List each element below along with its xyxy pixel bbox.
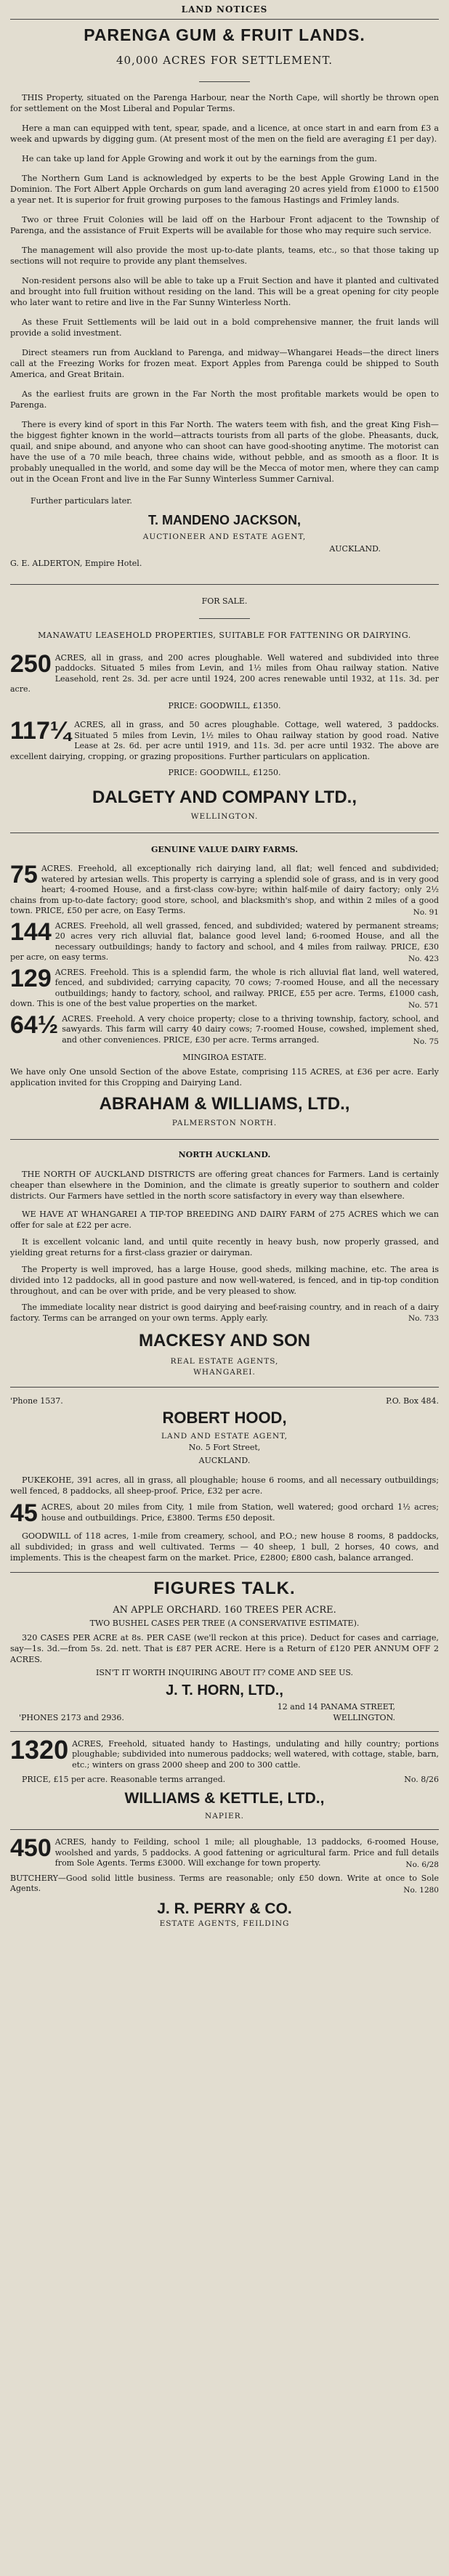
agent-name: T. MANDENO JACKSON, bbox=[147, 512, 301, 527]
agent-city: AUCKLAND. bbox=[198, 1455, 251, 1465]
listing-ref: No. 733 bbox=[408, 1313, 439, 1323]
perry-advert bbox=[10, 1834, 439, 1928]
listing-price: PRICE: GOODWILL, £1350. bbox=[168, 700, 281, 710]
north-heading: NORTH AUCKLAND. bbox=[178, 1149, 271, 1159]
parenga-paragraph: As these Fruit Settlements will be laid out in a bold comprehensive manner, the fruit lands will provide a solid investment. bbox=[10, 317, 439, 338]
divider bbox=[10, 1387, 439, 1388]
listing-price: PRICE: GOODWILL, £1250. bbox=[168, 768, 281, 777]
for-sale-title: MANAWATU LEASEHOLD PROPERTIES, SUITABLE FOR FATTENING OR DAIRYING. bbox=[38, 631, 411, 640]
parenga-title: PARENGA GUM & FRUIT LANDS. bbox=[84, 25, 365, 44]
agent-name: DALGETY AND COMPANY LTD., bbox=[92, 787, 357, 807]
listing-text: ACRES, Freehold, situated handy to Hastings, undulating and hilly country; portions ploughable; subdivided into numerous paddocks; well watered, with cottage, stable, barn, etc.; winters on grass 2000 sheep and 200 to 300 cattle. bbox=[72, 1738, 439, 1770]
north-closing bbox=[10, 1303, 439, 1324]
divider bbox=[10, 1572, 439, 1573]
agent-name: J. R. PERRY & CO. bbox=[157, 1900, 292, 1917]
figures-paragraph: 320 CASES PER ACRE at 8s. PER CASE (we'll reckon at this price). Deduct for cases and carriage, say—1s. 3d.—from 5s. 2d. nett. That is £87 PER ACRE. Here is a Return of £120 PER ANNUM OFF 2 ACRES. bbox=[10, 1632, 439, 1664]
agent-name: MACKESY AND SON bbox=[138, 1331, 311, 1350]
williams-kettle-advert bbox=[10, 1734, 439, 1821]
parenga-paragraph: As the earliest fruits are grown in the Far North the most profitable markets would be open to Parenga. bbox=[10, 389, 439, 410]
listing-ref: No. 75 bbox=[413, 1037, 439, 1046]
figures-title: FIGURES TALK. bbox=[153, 1579, 296, 1598]
agent-name: ABRAHAM & WILLIAMS, LTD., bbox=[99, 1093, 350, 1114]
agent-city: NAPIER. bbox=[205, 1812, 244, 1820]
divider bbox=[10, 19, 439, 20]
divider bbox=[199, 618, 250, 619]
listing-text: ACRES, all in grass, and 50 acres ploughable. Cottage, well watered, 3 paddocks. Situated 5 miles from Levin, 1½ miles to Ohau railway station by good road. Native Lease at 2s. 6d. per acre until 1919, and 11s. 3d. per acre until 1932. The above are excellent dairying, cropping, or grazing propositions. Further particulars on application. bbox=[10, 720, 439, 761]
parenga-paragraph: THIS Property, situated on the Parenga Harbour, near the North Cape, will shortly be thrown open for settlement on the Most Liberal and Popular Terms. bbox=[10, 93, 439, 113]
agent-city: WELLINGTON. bbox=[333, 1712, 395, 1722]
agent-role: REAL ESTATE AGENTS, bbox=[170, 1357, 279, 1366]
listing-text: ACRES. Freehold, all well grassed, fenced, and subdivided; watered by permanent streams; 20 acres very rich alluvial flat, balance good level land; 6-roomed House, and all the necessary outbuildings; handy to factory and school, and 4 miles from railway. PRICE, £30 per acre, on easy terms. bbox=[10, 920, 439, 962]
listing bbox=[10, 1834, 439, 1871]
listing bbox=[10, 861, 439, 918]
listing bbox=[10, 1734, 439, 1771]
agent-role: ESTATE AGENTS, FEILDING bbox=[159, 1919, 290, 1928]
agent-city: WELLINGTON. bbox=[190, 811, 259, 821]
hood-paragraph: PUKEKOHE, 391 acres, all in grass, all ploughable; house 6 rooms, and all necessary outbuildings; well fenced, 8 paddocks, all sheep-proof. Price, £32 per acre. bbox=[10, 1475, 439, 1496]
mingiroa-text: We have only One unsold Section of the above Estate, comprising 115 ACRES, at £36 per acre. Early application invited for this Cropping and Dairying Land. bbox=[10, 1066, 439, 1087]
genuine-heading: GENUINE VALUE DAIRY FARMS. bbox=[150, 844, 299, 854]
acreage: 64½ bbox=[10, 1010, 59, 1039]
contact: G. E. ALDERTON, Empire Hotel. bbox=[10, 559, 142, 568]
north-paragraph: The Property is well improved, has a large House, good sheds, milking machine, etc. The area is divided into 12 paddocks, all in good pasture and now well-watered, is fenced, and in tip-top condition throughout, and can be over with pride, and be very pleased to show. bbox=[10, 1265, 439, 1296]
listing-text: ACRES, about 20 miles from City, 1 mile from Station, well watered; good orchard 1½ acres; house and outbuildings. Price, £3800. Terms £50 deposit. bbox=[41, 1502, 439, 1523]
acreage: 129 bbox=[10, 964, 52, 992]
acreage: 117¼ bbox=[10, 717, 71, 745]
agent-name: ROBERT HOOD, bbox=[162, 1409, 287, 1427]
acreage: 144 bbox=[10, 918, 52, 946]
listing bbox=[10, 717, 439, 762]
parenga-paragraph: The Northern Gum Land is acknowledged by experts to be the best Apple Growing Land in the Dominion. The Fort Albert Apple Orchards on gum land averaging 20 acres yield from £1000 to £1500 a year net. It is superior for fruit growing purposes to the famous Hastings and Frimley lands. bbox=[10, 174, 439, 205]
listing-ref: No. 91 bbox=[413, 908, 439, 917]
mackesy-advert bbox=[10, 1150, 439, 1377]
north-paragraph: WE HAVE AT WHANGAREI A TIP-TOP BREEDING AND DAIRY FARM of 275 ACRES which we can offer for sale at £22 per acre. bbox=[10, 1210, 439, 1230]
section-heading: LAND NOTICES bbox=[181, 4, 268, 15]
listing-text: ACRES, all in grass, and 200 acres ploughable. Well watered and subdivided into three paddocks. Situated 5 miles from Levin, and 1½ miles from Ohau railway station. Native Leasehold, rent 2s. 3d. per acre until 1924, 200 acres renewable until 1932, at 11s. 3d. per acre. bbox=[10, 652, 439, 694]
parenga-paragraph: Two or three Fruit Colonies will be laid off on the Harbour Front adjacent to the Township of Parenga, and the assistance of Fruit Experts will be available for those who may require such service. bbox=[10, 215, 439, 235]
agent-city: WHANGAREI. bbox=[193, 1368, 256, 1377]
divider bbox=[10, 1139, 439, 1140]
listing bbox=[10, 1499, 439, 1527]
listing bbox=[10, 964, 439, 1011]
agent-street: No. 5 Fort Street, bbox=[188, 1443, 261, 1452]
parenga-subtitle: 40,000 ACRES FOR SETTLEMENT. bbox=[116, 54, 333, 67]
listing bbox=[10, 649, 439, 695]
dalgety-advert bbox=[10, 596, 439, 821]
listing-text: ACRES, handy to Feilding, school 1 mile; all ploughable, 13 paddocks, 6-roomed House, woolshed and yards, 5 paddocks. A good fattening or agricultural farm. Price and full details from Sole Agents. Terms £3000. Will exchange for town property. bbox=[54, 1837, 439, 1868]
listing bbox=[10, 918, 439, 965]
acreage: 45 bbox=[10, 1499, 38, 1527]
listing-text: BUTCHERY—Good solid little business. Terms are reasonable; only £50 down. Write at once to Sole Agents. bbox=[10, 1873, 439, 1893]
acreage: 75 bbox=[10, 861, 38, 888]
listing-text: ACRES. Freehold. A very choice property; close to a thriving township, factory, school, and sawyards. This farm will carry 40 dairy cows; 7-roomed House, cowshed, implement shed, and other conveniences. PRICE, £30 per acre. Terms arranged. bbox=[62, 1013, 439, 1045]
agent-address: 12 and 14 PANAMA STREET, bbox=[277, 1702, 395, 1712]
parenga-paragraph: Non-resident persons also will be able to take up a Fruit Section and have it planted and cultivated and brought into full fruition without residing on the land. This will be a great opening for city people who later want to retire and live in the Far Sunny Winterless North. bbox=[10, 276, 439, 307]
parenga-paragraph: There is every kind of sport in this Far North. The waters teem with fish, and the great King Fish—the biggest fighter known in the world—attracts tourists from all parts of the globe. Pheasants, duck, quail, and snipe abound, and anyone who can shoot can have good-shooting anytime. The motorist can have the use of a 70 mile beach, three chains wide, without pebble, and as smooth as a floor. It is probably unequalled in the world, and some day will be the Mecca of motor men, where they can camp out in the Ocean Front and live in the Far Sunny Winterless Summer Carnival. bbox=[10, 420, 439, 484]
agent-role: AUCTIONEER AND ESTATE AGENT, bbox=[142, 532, 307, 541]
north-paragraph: It is excellent volcanic land, and until quite recently in heavy bush, now properly grassed, and yielding great returns for a first-class grazier or dairyman. bbox=[10, 1237, 439, 1257]
figures-subhead: TWO BUSHEL CASES PER TREE (A CONSERVATIVE ESTIMATE). bbox=[89, 1619, 360, 1628]
acreage: 250 bbox=[10, 649, 52, 678]
acreage: 1320 bbox=[10, 1734, 69, 1765]
parenga-paragraph: Direct steamers run from Auckland to Parenga, and midway—Whangarei Heads—the direct liners call at the Freezing Works for frozen meat. Export Apples from Parenga could be shipped to South America, and Great Britain. bbox=[10, 348, 439, 379]
listing-text: ACRES. Freehold, all exceptionally rich dairying land, all flat; well fenced and subdivided; watered by artesian wells. This property is carrying a splendid sole of grass, and is in very good heart; 4-roomed House, and a first-class cow-byre; within half-mile of dairy factory; only 2½ chains from up-to-date factory; good store, school, and blacksmith's shop, and within 2 miles of a good town. PRICE, £50 per acre, on Easy Terms. bbox=[10, 864, 439, 915]
hood-contact-row bbox=[10, 1396, 439, 1406]
listing-price: PRICE, £15 per acre. Reasonable terms arranged. bbox=[22, 1775, 226, 1784]
parenga-paragraph: Here a man can equipped with tent, spear, spade, and a licence, at once start in and earn from £3 a week and upwards by digging gum. (At present most of the men on the field are averaging £1 per day). bbox=[10, 123, 439, 144]
abraham-williams-advert bbox=[10, 845, 439, 1127]
divider bbox=[10, 1829, 439, 1830]
agent-role: LAND AND ESTATE AGENT, bbox=[161, 1432, 288, 1441]
listing-ref: No. 423 bbox=[408, 955, 439, 963]
horn-contact-row bbox=[10, 1713, 439, 1722]
mingiroa-heading: MINGIROA ESTATE. bbox=[182, 1053, 267, 1062]
agent-city: PALMERSTON NORTH. bbox=[171, 1118, 278, 1127]
for-sale-heading: FOR SALE. bbox=[201, 596, 248, 606]
listing-ref: No. 6/28 bbox=[405, 1860, 439, 1869]
phone: 'Phone 1537. bbox=[10, 1396, 63, 1406]
north-paragraph: THE NORTH OF AUCKLAND DISTRICTS are offering great chances for Farmers. Land is certainly cheaper than elsewhere in the Dominion, and the climate is greatly superior to southern and colder districts. Our Farmers have settled in the north score satisfactory in every way than elsewhere. bbox=[10, 1170, 439, 1201]
agent-city: AUCKLAND. bbox=[329, 543, 381, 554]
phones: 'PHONES 2173 and 2936. bbox=[19, 1712, 124, 1722]
listing-ref: No. 1280 bbox=[403, 1886, 439, 1895]
divider bbox=[10, 1731, 439, 1732]
listing-text: ACRES. Freehold. This is a splendid farm, the whole is rich alluvial flat land, well watered, fenced, and subdivided; carrying capacity, 70 cows; 7-roomed House, and all the necessary outbuildings; handy to factory, school, and railway. PRICE, £55 per acre. Terms, £1000 cash, down. This is one of the best value properties on the market. bbox=[10, 967, 439, 1008]
acreage: 450 bbox=[10, 1834, 52, 1862]
listing-ref: No. 8/26 bbox=[404, 1775, 439, 1784]
horn-advert bbox=[10, 1579, 439, 1722]
further-particulars: Further particulars later. bbox=[31, 496, 132, 506]
agent-name: WILLIAMS & KETTLE, LTD., bbox=[124, 1790, 325, 1807]
hood-paragraph: GOODWILL of 118 acres, 1-mile from creamery, school, and P.O.; new house 8 rooms, 8 paddocks, all subdivided; in grass and well cultivated. Terms — 40 sheep, 1 bull, 2 horses, 40 cows, and implements. This is the cheapest farm on the market. Price, £2800; £800 cash, balance arranged. bbox=[10, 1531, 439, 1563]
hood-advert bbox=[10, 1396, 439, 1563]
parenga-paragraph: He can take up land for Apple Growing and work it out by the earnings from the gum. bbox=[22, 154, 377, 163]
divider bbox=[10, 584, 439, 585]
divider bbox=[199, 81, 250, 82]
north-paragraph: The immediate locality near district is good dairying and beef-raising country, and in reach of a dairy factory. Terms can be arranged on your own terms. Apply early. bbox=[10, 1303, 439, 1323]
figures-cta: ISN'T IT WORTH INQUIRING ABOUT IT? COME AND SEE US. bbox=[95, 1667, 354, 1677]
figures-subhead: AN APPLE ORCHARD. 160 TREES PER ACRE. bbox=[113, 1605, 336, 1616]
parenga-paragraph: The management will also provide the most up-to-date plants, teams, etc., so that those taking up sections will not require to provide any plant themselves. bbox=[10, 246, 439, 266]
listing-ref: No. 571 bbox=[408, 1001, 439, 1010]
parenga-advert bbox=[10, 25, 439, 570]
listing bbox=[10, 1010, 439, 1048]
agent-name: J. T. HORN, LTD., bbox=[166, 1682, 283, 1698]
po-box: P.O. Box 484. bbox=[386, 1396, 439, 1406]
williams-price-row bbox=[10, 1775, 439, 1784]
butchery-listing bbox=[10, 1874, 439, 1896]
